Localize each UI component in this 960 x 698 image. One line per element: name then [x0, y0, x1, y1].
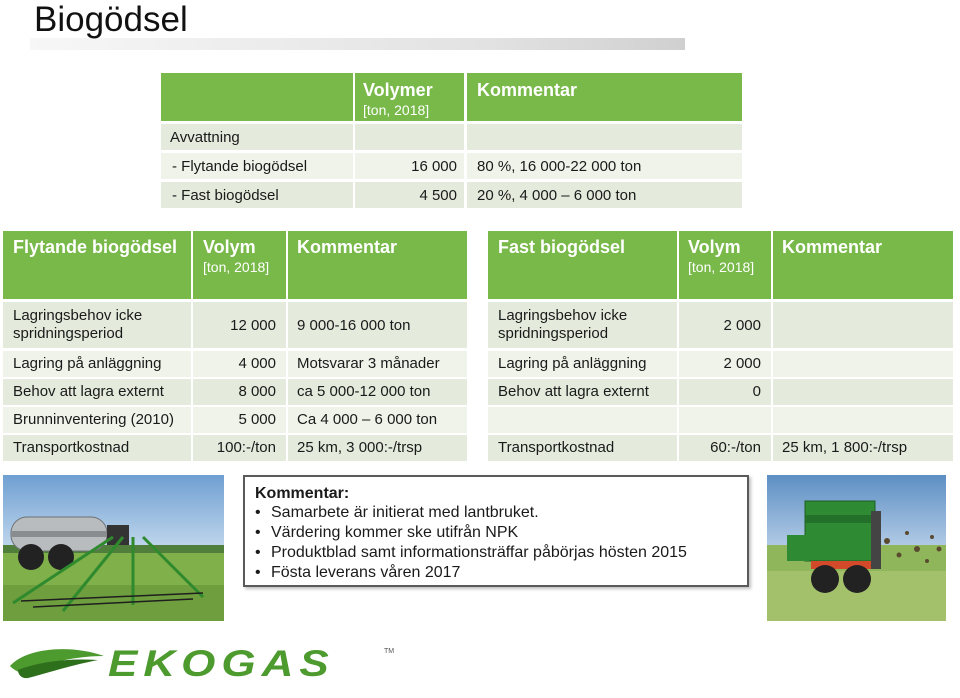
comment-box [243, 475, 749, 587]
comment-list [255, 503, 737, 583]
flytande-row-label [3, 302, 191, 348]
fast-row-label [488, 379, 677, 405]
top-table-section-comment [467, 124, 742, 150]
top-table-row-label [161, 182, 353, 208]
top-table-header-blank [161, 73, 353, 121]
comment-box-title: Kommentar: [255, 485, 350, 502]
fast-row-label [488, 351, 677, 377]
header-subtext: [ton, 2018] [688, 259, 755, 275]
fast-row-comment [773, 302, 953, 348]
flytande-row-volume [193, 302, 286, 348]
cell-text: ca 5 000-12 000 ton [297, 383, 431, 400]
fast-row-label [488, 302, 677, 348]
fast-row-volume [679, 302, 771, 348]
cell-text: 60:-/ton [710, 439, 761, 456]
flytande-row-volume [193, 379, 286, 405]
ekogas-logo [8, 638, 398, 690]
comment-item: • Samarbete är initierat med lantbruket. [255, 503, 737, 523]
flytande-row-label [3, 351, 191, 377]
fast-row-label [488, 407, 677, 433]
flytande-row-label [3, 407, 191, 433]
cell-text: Transportkostnad [13, 439, 130, 456]
fast-row-comment [773, 407, 953, 433]
cell-text: 2 000 [723, 317, 761, 334]
flytande-row-comment [288, 351, 467, 377]
manure-spreader-photo [767, 475, 946, 621]
cell-text: 4 000 [238, 355, 276, 372]
cell-text: 4 500 [419, 187, 457, 204]
header-text: Kommentar [782, 237, 883, 257]
top-header-volume-main: Volymer [363, 80, 433, 100]
fast-row-volume [679, 351, 771, 377]
flytande-row-comment [288, 379, 467, 405]
comment-item: • Fösta leverans våren 2017 [255, 563, 737, 583]
top-table-section-row [161, 124, 353, 150]
header-text: Fast biogödsel [498, 237, 626, 257]
header-text: Flytande biogödsel [13, 237, 178, 257]
header-text: Volym [203, 237, 256, 257]
flytande-row-volume [193, 435, 286, 461]
flytande-row-volume [193, 351, 286, 377]
cell-text: 16 000 [411, 158, 457, 175]
cell-text: Behov att lagra externt [498, 383, 649, 400]
cell-text: Transportkostnad [498, 439, 615, 456]
top-table-section-volume [355, 124, 464, 150]
header-text: Kommentar [297, 237, 398, 257]
manure-spreader-illustration [767, 475, 946, 621]
comment-item: • Värdering kommer ske utifrån NPK [255, 523, 737, 543]
cell-text: 25 km, 3 000:-/trsp [297, 439, 423, 456]
fast-row-comment [773, 379, 953, 405]
top-table-row-comment [467, 153, 742, 179]
header-text: Volym [688, 237, 741, 257]
cell-text: 0 [752, 383, 761, 400]
top-header-comment: Kommentar [477, 80, 578, 100]
slurry-tanker-illustration [3, 475, 224, 621]
fast-row-volume [679, 435, 771, 461]
fast-row-volume [679, 379, 771, 405]
fast-header-title [488, 231, 677, 299]
cell-text: Motsvarar 3 månader [297, 355, 440, 372]
header-subtext: [ton, 2018] [203, 259, 270, 275]
flytande-row-comment [288, 407, 467, 433]
cell-text: 25 km, 1 800:-/trsp [782, 439, 908, 456]
top-table-row-comment [467, 182, 742, 208]
fast-header-comment [773, 231, 953, 299]
leaf-icon [8, 642, 108, 688]
cell-text: 9 000-16 000 ton [297, 317, 411, 334]
cell-text: Lagringsbehov icke spridningsperiod [13, 307, 143, 342]
cell-text: - Fast biogödsel [172, 187, 279, 204]
cell-text: 2 000 [723, 355, 761, 372]
flytande-header-volume [193, 231, 286, 299]
cell-text: Brunninventering (2010) [13, 411, 174, 428]
top-section-label: Avvattning [170, 129, 240, 146]
cell-text: 8 000 [238, 383, 276, 400]
flytande-header-comment [288, 231, 467, 299]
cell-text: Behov att lagra externt [13, 383, 164, 400]
cell-text: 80 %, 16 000-22 000 ton [477, 158, 642, 175]
fast-row-comment [773, 435, 953, 461]
fast-row-volume [679, 407, 771, 433]
logo-trademark: TM [384, 648, 395, 655]
top-table-header-volume [355, 73, 464, 121]
fast-row-comment [773, 351, 953, 377]
top-table-header-comment [467, 73, 742, 121]
flytande-row-comment [288, 435, 467, 461]
top-table-row-volume [355, 182, 464, 208]
flytande-row-volume [193, 407, 286, 433]
cell-text: 100:-/ton [216, 439, 276, 456]
cell-text: Lagringsbehov icke spridningsperiod [498, 307, 628, 342]
cell-text: 5 000 [238, 411, 276, 428]
flytande-row-label [3, 435, 191, 461]
page-title: Biogödsel [34, 0, 188, 39]
slurry-tanker-photo [3, 475, 224, 621]
comment-item: • Produktblad samt informationsträffar påbörjas hösten 2015 [255, 543, 737, 563]
top-header-volume-sub: [ton, 2018] [363, 102, 430, 118]
cell-text: Lagring på anläggning [498, 355, 647, 372]
cell-text: 20 %, 4 000 – 6 000 ton [477, 187, 637, 204]
cell-text: 12 000 [230, 317, 276, 334]
cell-text: Lagring på anläggning [13, 355, 162, 372]
flytande-row-comment [288, 302, 467, 348]
cell-text: - Flytande biogödsel [172, 158, 308, 175]
top-table-row-label [161, 153, 353, 179]
fast-header-volume [679, 231, 771, 299]
fast-row-label [488, 435, 677, 461]
flytande-row-label [3, 379, 191, 405]
flytande-header-title [3, 231, 191, 299]
cell-text: Ca 4 000 – 6 000 ton [297, 411, 438, 428]
top-table-row-volume [355, 153, 464, 179]
logo-text: EKOGAS [108, 642, 335, 685]
